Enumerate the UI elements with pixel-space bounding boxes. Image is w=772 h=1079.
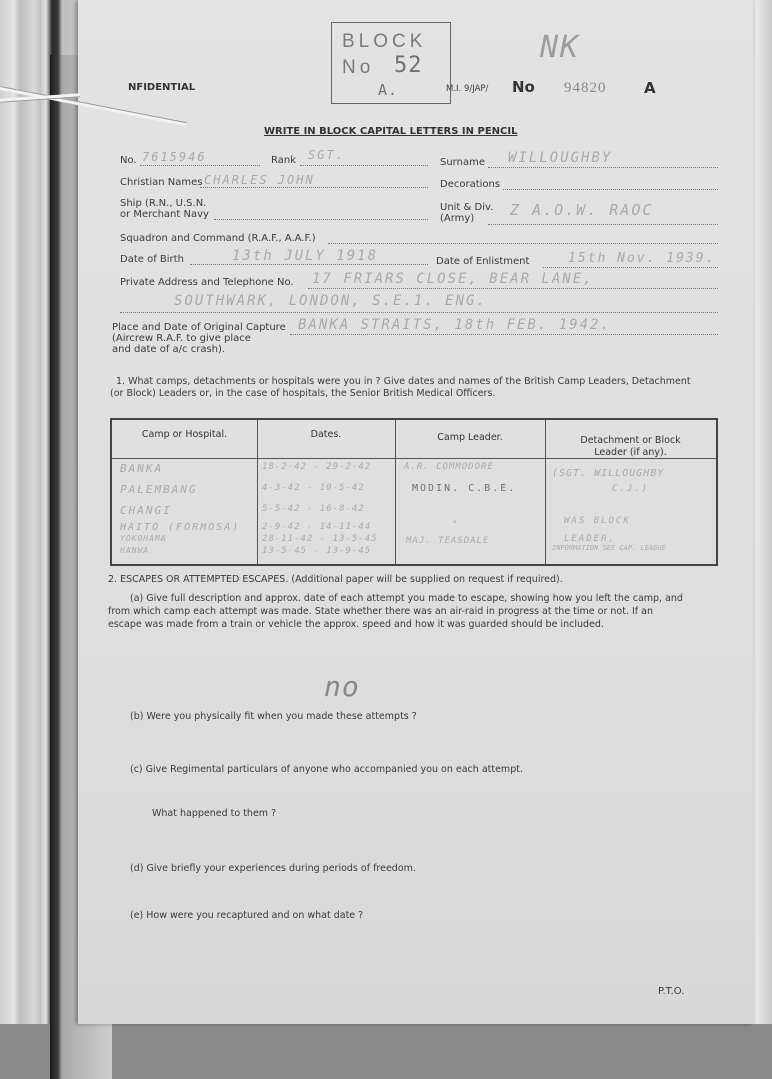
capture-label-3: and date of a/c crash). (112, 344, 226, 355)
escape-answer: no (324, 670, 360, 703)
capture-label-2: (Aircrew R.A.F. to give place (112, 333, 251, 344)
rank-line (300, 165, 428, 166)
form-suffix: A (644, 79, 656, 97)
stamp-line-2: No (342, 57, 375, 78)
question-2d: (d) Give briefly your experiences during periods of freedom. (130, 863, 416, 874)
block-stamp (331, 22, 451, 104)
number-field-line (140, 165, 260, 166)
christian-names-label: Christian Names (120, 177, 203, 188)
surname-label: Surname (440, 157, 485, 168)
surname-value: WILLOUGHBY (508, 150, 613, 166)
address-line-2 (120, 312, 718, 313)
capture-line (290, 334, 718, 335)
detachment-note-2: C.J.) (612, 484, 650, 494)
initials-annotation: NK (540, 30, 581, 65)
address-value-2: SOUTHWARK, LONDON, S.E.1. ENG. (174, 293, 487, 309)
ship-line (214, 219, 428, 220)
row-2-leader: MODIN. C.B.E. (412, 483, 517, 494)
enlistment-label: Date of Enlistment (436, 256, 530, 267)
address-line-1 (308, 288, 718, 289)
row-3-camp: CHANGI (120, 504, 172, 517)
address-value-1: 17 FRIARS CLOSE, BEAR LANE, (312, 271, 594, 287)
date-of-birth-line (190, 264, 428, 265)
squadron-label: Squadron and Command (R.A.F., A.A.F.) (120, 233, 316, 244)
row-6-leader: MAJ. TEASDALE (406, 536, 490, 546)
please-turn-over: P.T.O. (658, 986, 685, 997)
row-4-dates: 2-9-42 - 14-11-44 (262, 522, 372, 532)
row-5-camp: YOKOHAMA (120, 534, 167, 543)
form-reference: M.I. 9/JAP/ (446, 84, 489, 94)
row-1-dates: 18-2-42 - 29-2-42 (262, 462, 372, 472)
row-6-dates: 13-5-45 - 13-9-45 (262, 546, 372, 556)
surname-line (488, 167, 718, 168)
block-capitals-instruction: WRITE IN BLOCK CAPITAL LETTERS IN PENCIL (264, 126, 518, 137)
header-camp-leader: Camp Leader. (437, 432, 503, 443)
form-number: 94820 (564, 80, 607, 96)
capture-label-1: Place and Date of Original Capture (112, 322, 286, 333)
number-field-value: 7615946 (142, 150, 207, 164)
rank-value: SGT. (308, 148, 345, 162)
question-2a-line-1: (a) Give full description and approx. date of each attempt you made to escape, showing how you left the camp, and (130, 593, 683, 604)
question-2a-line-2: from which camp each attempt was made. State whether there was an air-raid in progress at the time or not. If an (108, 606, 654, 617)
enlistment-line (543, 267, 718, 268)
unit-line (488, 224, 718, 225)
decorations-label: Decorations (440, 179, 501, 190)
camps-table (110, 418, 718, 566)
question-2b: (b) Were you physically fit when you made these attempts ? (130, 711, 417, 722)
row-2-camp: PALEMBANG (120, 483, 198, 496)
enlistment-value: 15th Nov. 1939. (568, 251, 716, 266)
row-6-camp: HANWA (120, 546, 150, 555)
christian-names-value: CHARLES JOHN (204, 173, 315, 187)
ship-label-2: or Merchant Navy (120, 209, 209, 220)
christian-names-line (200, 187, 428, 188)
row-1-camp: BANKA (120, 462, 164, 475)
form-sheet (78, 0, 753, 1024)
detachment-note-4: LEADER, (564, 534, 616, 544)
rank-label: Rank (271, 155, 296, 166)
date-of-birth-value: 13th JULY 1918 (232, 248, 379, 264)
stamp-letter: A. (378, 81, 399, 99)
question-2c-followup: What happened to them ? (152, 808, 277, 819)
stamp-block-number: 52 (394, 53, 423, 78)
row-4-camp: HAITO (FORMOSA) (120, 522, 241, 533)
detachment-note-1: (SGT. WILLOUGHBY (552, 468, 665, 479)
capture-value: BANKA STRAITS, 18th FEB. 1942. (298, 317, 611, 333)
number-field-label: No. (120, 155, 137, 166)
stamp-line-1: BLOCK (342, 31, 427, 52)
question-2e: (e) How were you recaptured and on what date ? (130, 910, 364, 921)
row-3-dates: 5-5-42 - 16-8-42 (262, 504, 365, 514)
unit-label-1: Unit & Div. (440, 202, 494, 213)
header-camp: Camp or Hospital. (141, 429, 228, 440)
unit-label-2: (Army) (440, 213, 475, 224)
question-2-title: 2. ESCAPES OR ATTEMPTED ESCAPES. (Additional paper will be supplied on request if required). (108, 574, 563, 585)
squadron-line (328, 243, 718, 244)
header-dates: Dates. (310, 429, 342, 440)
header-detachment-1: Detachment or Block (580, 435, 681, 446)
question-2c: (c) Give Regimental particulars of anyone who accompanied you on each attempt. (130, 764, 523, 775)
address-label: Private Address and Telephone No. (120, 277, 294, 288)
row-5-dates: 28-11-42 - 13-5-45 (262, 534, 378, 544)
ship-label-1: Ship (R.N., U.S.N. (120, 198, 207, 209)
unit-value: Z A.O.W. RAOC (510, 201, 654, 219)
row-2-dates: 4-3-42 - 10-5-42 (262, 483, 365, 493)
question-1-line-2: (or Block) Leaders or, in the case of hospitals, the Senior British Medical Officers. (110, 388, 496, 399)
date-of-birth-label: Date of Birth (120, 254, 184, 265)
header-detachment-2: Leader (if any). (594, 447, 667, 458)
number-label: No (512, 78, 535, 96)
decorations-line (503, 189, 718, 190)
confidential-label: NFIDENTIAL (128, 82, 196, 93)
question-2a-line-3: escape was made from a train or vehicle the approx. speed and how it was guarded should be included. (108, 619, 604, 630)
question-1-line-1: 1. What camps, detachments or hospitals were you in ? Give dates and names of the British Camp Leaders, Detachment (116, 376, 691, 387)
row-1-leader: A.R. COMMODORE (404, 462, 494, 472)
row-4-leader: " (452, 520, 460, 530)
detachment-note-3: WAS BLOCK (564, 516, 631, 526)
detachment-note-5: INFORMATION SEE CAP. LEAGUE (552, 544, 666, 552)
